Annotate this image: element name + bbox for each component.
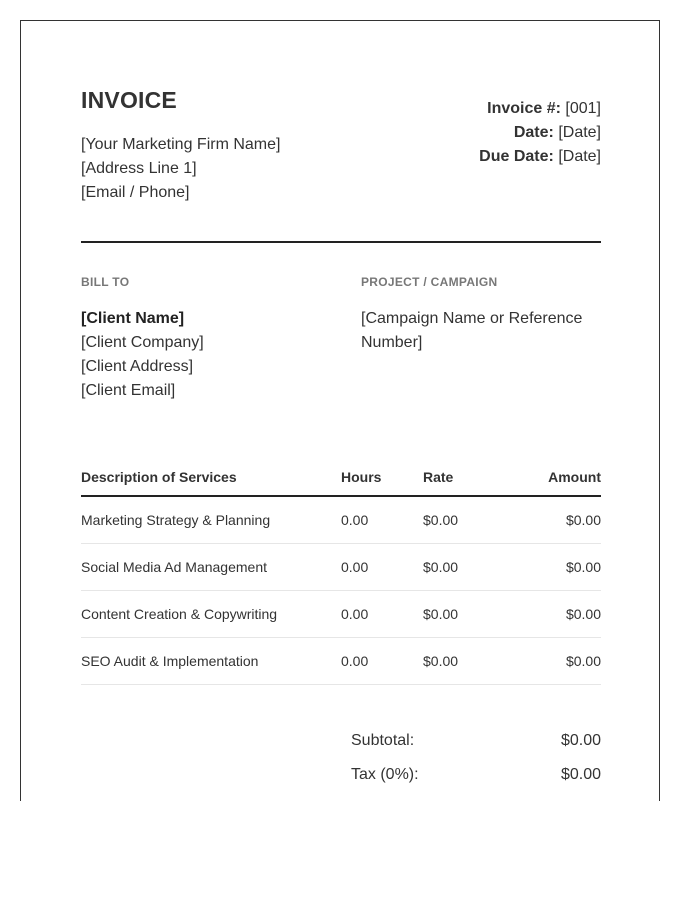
tax-value: $0.00	[560, 766, 601, 783]
row-description: Content Creation & Copywriting	[81, 591, 341, 638]
tax-row	[351, 759, 601, 793]
client-name: [Client Name]	[81, 310, 185, 327]
subtotal-label: Subtotal:	[351, 732, 415, 749]
due-date-label: Due Date:	[479, 148, 554, 165]
table-row	[81, 591, 601, 638]
row-rate: $0.00	[423, 496, 503, 544]
subtotal-value: $0.00	[560, 732, 601, 749]
invoice-date-label: Date:	[513, 124, 554, 141]
row-rate: $0.00	[423, 544, 503, 591]
row-rate: $0.00	[423, 591, 503, 638]
row-rate: $0.00	[423, 638, 503, 685]
firm-contact: [Email / Phone]	[81, 184, 190, 201]
table-row	[81, 638, 601, 685]
project-label: PROJECT / CAMPAIGN	[361, 275, 498, 289]
row-hours: 0.00	[341, 638, 423, 685]
invoice-date-value: [Date]	[558, 124, 601, 141]
client-company: [Client Company]	[81, 334, 204, 351]
invoice-meta	[479, 97, 601, 169]
bill-to-label: BILL TO	[81, 275, 130, 289]
row-description: Marketing Strategy & Planning	[81, 496, 341, 544]
bill-to-block	[81, 307, 204, 403]
row-amount: $0.00	[503, 544, 601, 591]
table-header-row	[81, 459, 601, 496]
table-row	[81, 496, 601, 544]
client-email: [Client Email]	[81, 382, 176, 399]
totals-block	[351, 725, 601, 793]
due-date-value: [Date]	[558, 148, 601, 165]
row-amount: $0.00	[503, 496, 601, 544]
firm-name: [Your Marketing Firm Name]	[81, 136, 281, 153]
row-description: Social Media Ad Management	[81, 544, 341, 591]
row-description: SEO Audit & Implementation	[81, 638, 341, 685]
invoice-title: INVOICE	[81, 87, 177, 113]
invoice-number	[479, 97, 601, 121]
invoice-number-label: Invoice #:	[487, 100, 561, 117]
row-hours: 0.00	[341, 591, 423, 638]
col-hours-header: Hours	[341, 459, 423, 496]
table-row	[81, 544, 601, 591]
firm-address: [Address Line 1]	[81, 160, 197, 177]
col-amount-header: Amount	[503, 459, 601, 496]
client-address: [Client Address]	[81, 358, 194, 375]
header-divider	[81, 241, 601, 243]
subtotal-row	[351, 725, 601, 759]
row-hours: 0.00	[341, 544, 423, 591]
invoice-due-date	[479, 145, 601, 169]
invoice-number-value: [001]	[565, 100, 601, 117]
row-amount: $0.00	[503, 591, 601, 638]
row-amount: $0.00	[503, 638, 601, 685]
invoice-sheet	[20, 20, 660, 801]
services-table	[81, 459, 601, 685]
row-hours: 0.00	[341, 496, 423, 544]
project-value: [Campaign Name or Reference Number]	[361, 310, 583, 351]
col-rate-header: Rate	[423, 459, 503, 496]
invoice-date	[479, 121, 601, 145]
firm-info	[81, 133, 280, 205]
tax-label: Tax (0%):	[351, 766, 419, 783]
col-description-header: Description of Services	[81, 459, 341, 496]
